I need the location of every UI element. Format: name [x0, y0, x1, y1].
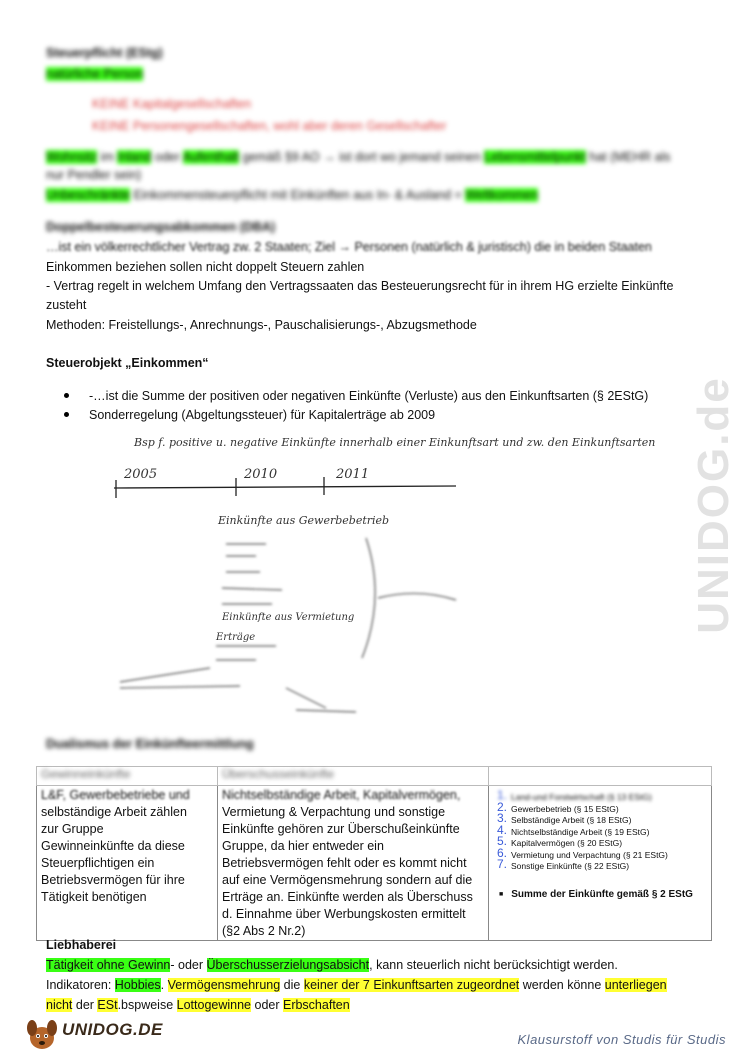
sketch-label-vermietung: Einkünfte aus Vermietung	[222, 612, 355, 623]
list-item	[497, 799, 707, 816]
txt-einkommensteuerpflicht: Einkommensteuerpflicht mit Einkünften aus In- & Ausland =	[133, 188, 462, 202]
col1-line: Betriebsvermögen für ihre	[41, 873, 185, 887]
summe-einkuenfte: ■ Summe der Einkünfte gemäß § 2 EStG	[499, 889, 707, 900]
list-number: 4.	[497, 822, 508, 837]
list-item	[497, 788, 707, 804]
txt-gemaess: gemäß §9 AO → ist dort wo jemand seinen	[242, 150, 481, 164]
liebhaberei-line-2	[46, 976, 690, 994]
dba-line-1: …ist ein völkerrechtlicher Vertrag zw. 2 Staaten; Ziel → Personen (natürlich & juristisch) die in beiden Staaten	[46, 240, 652, 254]
list-text: Vermietung und Verpachtung (§ 21 EStG)	[511, 849, 668, 860]
bullet-1: -…ist die Summe der positiven oder negativen Einkünfte (Verluste) aus den Einkunftsarten (§ 2EStG)	[89, 389, 649, 403]
year-2005: 2005	[124, 467, 158, 482]
list-item	[497, 811, 707, 827]
cell-einkunftsarten	[489, 786, 712, 941]
bullet-2: Sonderregelung (Abgeltungssteuer) für Kapitalerträge ab 2009	[89, 408, 436, 422]
timeline	[114, 486, 456, 488]
txt-der: der	[72, 998, 98, 1012]
col2-line: d. Einnahme über Werbungskosten ermittelt	[222, 907, 466, 921]
list-text: Sonstige Einkünfte (§ 22 EStG)	[511, 861, 630, 871]
liebhaberei-line-1	[46, 956, 690, 974]
year-2011: 2011	[336, 467, 370, 482]
hl-inland: Inland	[117, 150, 152, 164]
col1-line: zur Gruppe	[41, 822, 104, 836]
person-highlight: natürliche Person	[46, 67, 144, 81]
header-cell-3	[489, 767, 712, 786]
hl-weltkommen: Weltkommen	[465, 188, 539, 202]
txt-oder-2: oder	[251, 998, 283, 1012]
txt-steuerlich: , kann steuerlich nicht berücksichtigt werden.	[369, 958, 618, 972]
txt-im: im	[100, 150, 114, 164]
liebhaberei-line-3	[46, 996, 690, 1014]
heading-steuerpflicht: Steuerpflicht (EStg)	[46, 46, 163, 60]
col2-line: Erträge an. Einkünfte werden als Überschuss	[222, 890, 473, 904]
hl-keiner-der-7: keiner der 7 Einkunftsarten zugeordnet	[303, 978, 520, 992]
hl-erbschaften: Erbschaften	[282, 998, 350, 1012]
header-cell-2	[218, 767, 489, 786]
col2-line: Gruppe, da hier entweder ein	[222, 839, 384, 853]
col1-line: selbständige Arbeit zählen	[41, 805, 187, 819]
wohnsitz-line-2: nur Pendler sein)	[46, 168, 142, 182]
list-number: 6.	[497, 845, 508, 860]
txt-die: die	[280, 978, 304, 992]
col2-text	[222, 786, 484, 940]
heading-dba: Doppelbesteuerungsabkommen (DBA)	[46, 220, 276, 234]
cell-gewinneinkuenfte	[37, 786, 218, 941]
dba-line-4: zusteht	[46, 298, 87, 312]
person-line	[46, 65, 690, 83]
header-gewinneinkuenfte: Gewinneinkünfte	[41, 767, 131, 781]
dualismus-table	[36, 766, 712, 941]
list-item	[497, 845, 707, 862]
sketch-blurred-notes	[120, 538, 456, 712]
unidog-logo[interactable]	[22, 1014, 172, 1054]
hl-taetigkeit: Tätigkeit ohne Gewinn	[46, 958, 171, 972]
unbeschraenkt-line	[46, 186, 690, 204]
header-ueberschusseinkuenfte: Überschusseinkünfte	[222, 767, 335, 781]
list-item	[497, 834, 707, 850]
einkunftsarten-list	[493, 788, 707, 873]
negation-2: KEINE Personengesellschaften, wohl aber deren Gesellschafter	[92, 119, 447, 133]
list-number: 1.	[497, 788, 508, 802]
wohnsitz-line	[46, 148, 690, 166]
list-number: 2.	[497, 799, 508, 814]
sketch-label-gewerbe: Einkünfte aus Gewerbebetrieb	[218, 514, 390, 527]
txt-mehr: hat (MEHR als	[589, 150, 671, 164]
list-text: Kapitalvermögen (§ 20 EStG)	[511, 838, 623, 848]
col2-line: Betriebsvermögen fehlt oder es kommt nicht	[222, 856, 467, 870]
hl-aufenthalt: Aufenthalt	[182, 150, 240, 164]
hl-lebensmittelpunkt: Lebensmittelpunkt	[484, 150, 586, 164]
bullet-dot-1	[64, 393, 69, 398]
txt-bspweise: .bspweise	[117, 998, 177, 1012]
heading-dualismus: Dualismus der Einkünfteermittlung	[46, 737, 254, 751]
sketch-title: Bsp f. positive u. negative Einkünfte innerhalb einer Einkunftsart und zw. den Einkunftsarten	[134, 436, 656, 449]
col1-line: Tätigkeit benötigen	[41, 890, 147, 904]
watermark-text: UNIDOG.de	[689, 376, 738, 634]
list-number: 3.	[497, 811, 508, 825]
heading-liebhaberei: Liebhaberei	[46, 938, 117, 952]
hl-nicht: nicht	[46, 998, 73, 1012]
table-row	[37, 786, 712, 941]
negation-1: KEINE Kapitalgesellschaften	[92, 97, 252, 111]
col1-line: Steuerpflichtigen ein	[41, 856, 155, 870]
txt-oder: oder	[154, 150, 180, 164]
col1-line: L&F, Gewerbebetriebe und	[41, 788, 190, 802]
list-item	[497, 822, 707, 839]
hl-est: ESt	[97, 998, 118, 1012]
col2-line: Vermietung & Verpachtung und sonstige	[222, 805, 446, 819]
list-number: 5.	[497, 834, 508, 848]
list-text: Selbständige Arbeit (§ 18 EStG)	[511, 815, 632, 825]
col1-line: Gewinneinkünfte da diese	[41, 839, 185, 853]
footer-slogan: Klausurstoff von Studis für Studis	[517, 1032, 726, 1047]
hl-lottogewinne: Lottogewinne	[176, 998, 252, 1012]
hl-vermoegensmehrung: Vermögensmehrung	[167, 978, 281, 992]
list-text: Gewerbebetrieb (§ 15 EStG)	[511, 803, 619, 814]
hl-wohnsitz: Wohnsitz	[46, 150, 98, 164]
list-number: 7.	[497, 857, 508, 871]
handwritten-sketch	[96, 420, 696, 740]
list-text: Land-und Forstwirtschaft (§ 13 EStG)	[511, 792, 652, 802]
dog-icon	[22, 1014, 62, 1054]
dba-methods: Methoden: Freistellungs-, Anrechnungs-, Pauschalisierungs-, Abzugsmethode	[46, 318, 477, 332]
col2-line: auf eine Vermögensmehrung sondern auf die	[222, 873, 473, 887]
col2-line: Einkünfte gehören zur Überschußeinkünfte	[222, 822, 460, 836]
table-header-row	[37, 767, 712, 786]
list-item	[497, 857, 707, 873]
hl-ueberschusserzielung: Überschusserzielungsabsicht	[206, 958, 370, 972]
dba-line-2: Einkommen beziehen sollen nicht doppelt Steuern zahlen	[46, 260, 365, 274]
logo-text: UNIDOG.DE	[62, 1020, 163, 1039]
col2-line: (§2 Abs 2 Nr.2)	[222, 924, 306, 938]
cell-ueberschusseinkuenfte	[218, 786, 489, 941]
col1-text	[41, 786, 213, 906]
heading-steuerobjekt: Steuerobjekt „Einkommen“	[46, 356, 209, 370]
year-2010: 2010	[244, 467, 278, 482]
txt-indikatoren: Indikatoren:	[46, 978, 115, 992]
txt-werden: werden könne	[519, 978, 605, 992]
col2-line: Nichtselbständige Arbeit, Kapitalvermögen,	[222, 788, 461, 802]
header-cell-1	[37, 767, 218, 786]
sketch-label-ertraege: Erträge	[216, 632, 256, 643]
txt-dot: .	[160, 978, 168, 992]
hl-unbeschraenkt: Unbeschränkte	[46, 188, 131, 202]
list-text: Nichtselbständige Arbeit (§ 19 EStG)	[511, 826, 650, 837]
txt-oder: - oder	[170, 958, 207, 972]
hl-hobbies: Hobbies	[114, 978, 161, 992]
bullet-dot-2	[64, 412, 69, 417]
dba-line-3: - Vertrag regelt in welchem Umfang den Vertragssaaten das Besteuerungsrecht für in ihrem HG erzielte Einkünfte	[46, 279, 674, 293]
hl-unterliegen: unterliegen	[604, 978, 667, 992]
